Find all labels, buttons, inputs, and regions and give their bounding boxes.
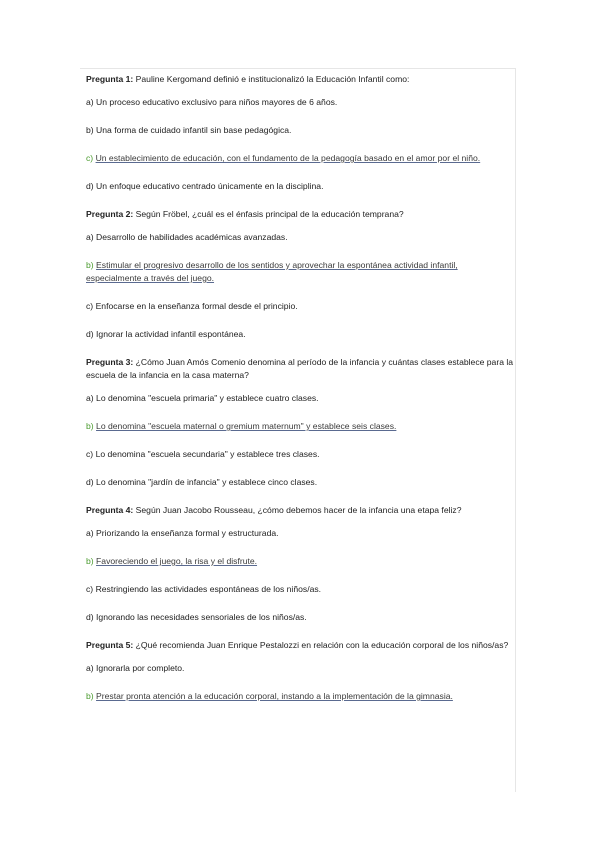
option-letter: b): [86, 556, 94, 566]
option-4a: [86, 527, 514, 540]
question-4: [86, 504, 514, 517]
option-text: Favoreciendo el juego, la risa y el disfrute.: [96, 556, 258, 566]
question-text: ¿Cómo Juan Amós Comenio denomina al período de la infancia y cuántas clases establece para la escuela de la infancia en la casa materna?: [86, 357, 514, 380]
option-3c: [86, 448, 514, 461]
option-text: Un establecimiento de educación, con el fundamento de la pedagogía basado en el amor por el niño.: [95, 153, 481, 163]
option-4d: [86, 611, 514, 624]
option-letter: a): [86, 528, 94, 538]
option-4b-correct: [86, 555, 514, 568]
question-1: [86, 73, 514, 86]
option-text: Lo denomina "escuela secundaria" y establece tres clases.: [95, 449, 320, 459]
option-text: Un enfoque educativo centrado únicamente en la disciplina.: [96, 181, 324, 191]
option-text: Estimular el progresivo desarrollo de los sentidos y aprovechar la espontánea actividad infantil, especialmente a través del juego.: [86, 260, 458, 283]
option-letter: b): [86, 691, 94, 701]
option-letter: c): [86, 153, 94, 163]
option-text: Restringiendo las actividades espontáneas de los niños/as.: [95, 584, 322, 594]
question-label: Pregunta 3:: [86, 357, 134, 367]
quiz-document: [86, 73, 514, 718]
question-label: Pregunta 1:: [86, 74, 134, 84]
option-text: Priorizando la enseñanza formal y estructurada.: [96, 528, 279, 538]
option-4c: [86, 583, 514, 596]
option-1d: [86, 180, 514, 193]
option-text: Lo denomina "jardín de infancia" y establece cinco clases.: [96, 477, 318, 487]
option-text: Un proceso educativo exclusivo para niños mayores de 6 años.: [96, 97, 338, 107]
option-3d: [86, 476, 514, 489]
option-letter: c): [86, 449, 94, 459]
question-2: [86, 208, 514, 221]
question-text: Según Fröbel, ¿cuál es el énfasis principal de la educación temprana?: [135, 209, 404, 219]
option-2d: [86, 328, 514, 341]
option-text: Ignorar la actividad infantil espontánea.: [96, 329, 246, 339]
option-letter: b): [86, 421, 94, 431]
option-letter: b): [86, 125, 94, 135]
option-letter: a): [86, 663, 94, 673]
question-text: ¿Qué recomienda Juan Enrique Pestalozzi en relación con la educación corporal de los niños/as?: [135, 640, 509, 650]
option-5a: [86, 662, 514, 675]
option-letter: d): [86, 181, 94, 191]
option-text: Lo denomina "escuela primaria" y establece cuatro clases.: [96, 393, 319, 403]
option-text: Enfocarse en la enseñanza formal desde el principio.: [95, 301, 298, 311]
question-text: Según Juan Jacobo Rousseau, ¿cómo debemos hacer de la infancia una etapa feliz?: [135, 505, 462, 515]
option-letter: d): [86, 329, 94, 339]
option-3b-correct: [86, 420, 514, 433]
option-text: Ignorarla por completo.: [96, 663, 185, 673]
question-label: Pregunta 5:: [86, 640, 134, 650]
option-letter: d): [86, 477, 94, 487]
option-5b-correct: [86, 690, 514, 703]
option-letter: b): [86, 260, 94, 270]
option-letter: c): [86, 584, 94, 594]
option-2c: [86, 300, 514, 313]
option-letter: a): [86, 232, 94, 242]
option-2a: [86, 231, 514, 244]
option-text: Lo denomina "escuela maternal o gremium maternum" y establece seis clases.: [96, 421, 397, 431]
option-3a: [86, 392, 514, 405]
question-label: Pregunta 2:: [86, 209, 134, 219]
option-letter: a): [86, 393, 94, 403]
question-text: Pauline Kergomand definió e institucionalizó la Educación Infantil como:: [135, 74, 410, 84]
option-text: Ignorando las necesidades sensoriales de los niños/as.: [96, 612, 307, 622]
question-3: [86, 356, 514, 382]
question-label: Pregunta 4:: [86, 505, 134, 515]
option-letter: c): [86, 301, 94, 311]
option-1a: [86, 96, 514, 109]
option-2b-correct: [86, 259, 514, 285]
question-5: [86, 639, 514, 652]
option-1b: [86, 124, 514, 137]
option-letter: a): [86, 97, 94, 107]
option-1c-correct: [86, 152, 514, 165]
option-letter: d): [86, 612, 94, 622]
option-text: Una forma de cuidado infantil sin base pedagógica.: [96, 125, 292, 135]
option-text: Prestar pronta atención a la educación corporal, instando a la implementación de la gimnasia.: [96, 691, 453, 701]
option-text: Desarrollo de habilidades académicas avanzadas.: [96, 232, 288, 242]
